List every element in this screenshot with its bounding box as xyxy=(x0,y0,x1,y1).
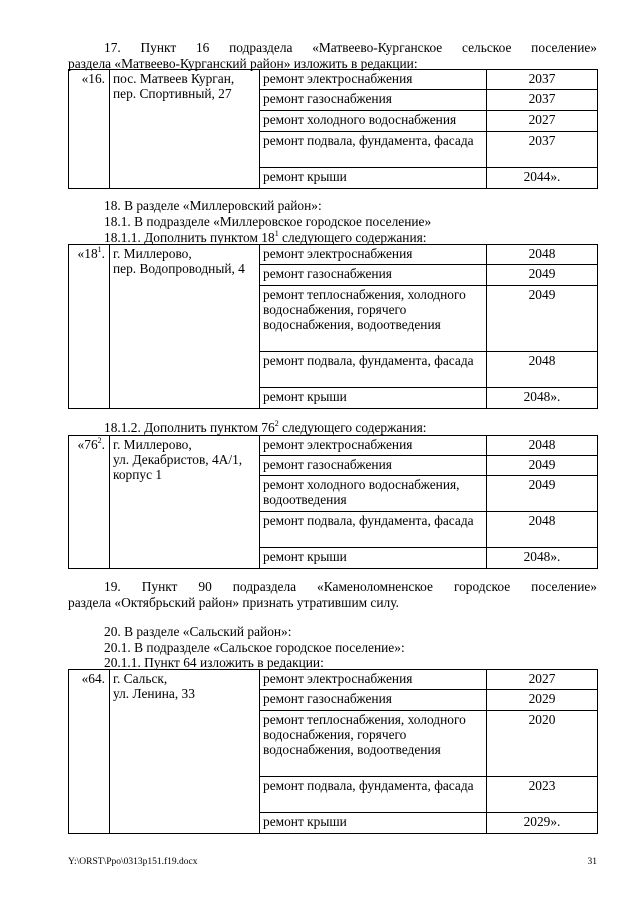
work-cell: ремонт холодного водоснабжения xyxy=(260,111,487,132)
year-cell: 2037 xyxy=(487,90,598,111)
address-line: ул. Ленина, 33 xyxy=(113,686,195,701)
item-number-cell: «16. xyxy=(69,70,110,189)
address-cell xyxy=(110,436,260,569)
address-line: г. Миллерово, xyxy=(113,437,192,452)
year-cell: 2037 xyxy=(487,132,598,168)
address-line: г. Сальск, xyxy=(113,671,168,686)
table-item-64 xyxy=(68,669,598,834)
text-fragment: 18.1.2. Дополнить пунктом 76 xyxy=(104,420,275,435)
paragraph-17-line2: раздела «Матвеево-Курганский район» изложить в редакции: xyxy=(68,56,418,71)
table-item-76-2 xyxy=(68,435,598,569)
year-cell: 2029 xyxy=(487,690,598,711)
text-fragment: . xyxy=(101,246,105,261)
address-line: пер. Водопроводный, 4 xyxy=(113,261,245,276)
text-fragment: следующего содержания: xyxy=(278,420,427,435)
work-cell: ремонт подвала, фундамента, фасада xyxy=(260,777,487,813)
year-cell: 2023 xyxy=(487,777,598,813)
year-cell: 2049 xyxy=(487,286,598,352)
year-cell: 2048». xyxy=(487,548,598,569)
text-fragment: «76 xyxy=(77,437,98,452)
work-cell: ремонт крыши xyxy=(260,388,487,409)
address-line: корпус 1 xyxy=(113,467,163,482)
work-cell: ремонт холодного водоснабжения, водоотведения xyxy=(260,476,487,512)
work-cell: ремонт теплоснабжения, холодного водоснабжения, горячего водоснабжения, водоотведения xyxy=(260,711,487,777)
work-cell: ремонт крыши xyxy=(260,168,487,189)
work-cell: ремонт электроснабжения xyxy=(260,670,487,690)
work-cell: ремонт газоснабжения xyxy=(260,90,487,111)
year-cell: 2048 xyxy=(487,352,598,388)
superscript: 1 xyxy=(97,245,102,254)
address-cell xyxy=(110,670,260,834)
year-cell: 2049 xyxy=(487,476,598,512)
address-line: пер. Спортивный, 27 xyxy=(113,86,232,101)
superscript: 2 xyxy=(274,419,279,428)
work-cell: ремонт электроснабжения xyxy=(260,70,487,90)
paragraph-20-line1: 20. В разделе «Сальский район»: xyxy=(104,624,292,639)
work-cell: ремонт подвала, фундамента, фасада xyxy=(260,352,487,388)
address-cell xyxy=(110,70,260,189)
paragraph-19-line2: раздела «Октябрьский район» признать утратившим силу. xyxy=(68,595,399,610)
address-line: г. Миллерово, xyxy=(113,246,192,261)
year-cell: 2027 xyxy=(487,670,598,690)
work-cell: ремонт крыши xyxy=(260,548,487,569)
work-cell: ремонт подвала, фундамента, фасада xyxy=(260,132,487,168)
year-cell: 2037 xyxy=(487,70,598,90)
year-cell: 2049 xyxy=(487,265,598,286)
item-number-cell: «64. xyxy=(69,670,110,834)
address-line: ул. Декабристов, 4А/1, xyxy=(113,452,243,467)
item-number-cell xyxy=(69,436,110,569)
work-cell: ремонт подвала, фундамента, фасада xyxy=(260,512,487,548)
year-cell: 2029». xyxy=(487,813,598,834)
superscript: 1 xyxy=(274,229,279,238)
year-cell: 2044». xyxy=(487,168,598,189)
year-cell: 2020 xyxy=(487,711,598,777)
paragraph-20-line3: 20.1.1. Пункт 64 изложить в редакции: xyxy=(104,655,324,670)
text-fragment: 18.1.1. Дополнить пунктом 18 xyxy=(104,230,275,245)
work-cell: ремонт газоснабжения xyxy=(260,690,487,711)
work-cell: ремонт электроснабжения xyxy=(260,245,487,265)
footer-file-path: Y:\ORST\Ppo\0313p151.f19.docx xyxy=(68,857,198,867)
work-cell: ремонт электроснабжения xyxy=(260,436,487,456)
paragraph-20-line2: 20.1. В подразделе «Сальское городское поселение»: xyxy=(104,640,405,655)
superscript: 2 xyxy=(97,436,102,445)
year-cell: 2048 xyxy=(487,436,598,456)
address-cell xyxy=(110,245,260,409)
year-cell: 2048 xyxy=(487,512,598,548)
paragraph-18-line1: 18. В разделе «Миллеровский район»: xyxy=(104,198,322,213)
work-cell: ремонт газоснабжения xyxy=(260,265,487,286)
table-item-18-1 xyxy=(68,244,598,409)
year-cell: 2048 xyxy=(487,245,598,265)
year-cell: 2027 xyxy=(487,111,598,132)
work-cell: ремонт газоснабжения xyxy=(260,456,487,476)
work-cell: ремонт теплоснабжения, холодного водоснабжения, горячего водоснабжения, водоотведения xyxy=(260,286,487,352)
paragraph-18-line2: 18.1. В подразделе «Миллеровское городское поселение» xyxy=(104,214,432,229)
text-fragment: следующего содержания: xyxy=(278,230,427,245)
text-fragment: . xyxy=(101,437,105,452)
year-cell: 2049 xyxy=(487,456,598,476)
year-cell: 2048». xyxy=(487,388,598,409)
text-fragment: «18 xyxy=(77,246,98,261)
table-item-16 xyxy=(68,69,598,189)
item-number-cell xyxy=(69,245,110,409)
address-line: пос. Матвеев Курган, xyxy=(113,71,235,86)
footer-page-number: 31 xyxy=(587,857,597,867)
paragraph-19-line1: 19. Пункт 90 подраздела «Каменоломненское городское поселение» xyxy=(104,579,597,594)
work-cell: ремонт крыши xyxy=(260,813,487,834)
paragraph-18-1-2 xyxy=(104,420,427,436)
paragraph-17-line1: 17. Пункт 16 подраздела «Матвеево-Курганское сельское поселение» xyxy=(104,40,597,55)
